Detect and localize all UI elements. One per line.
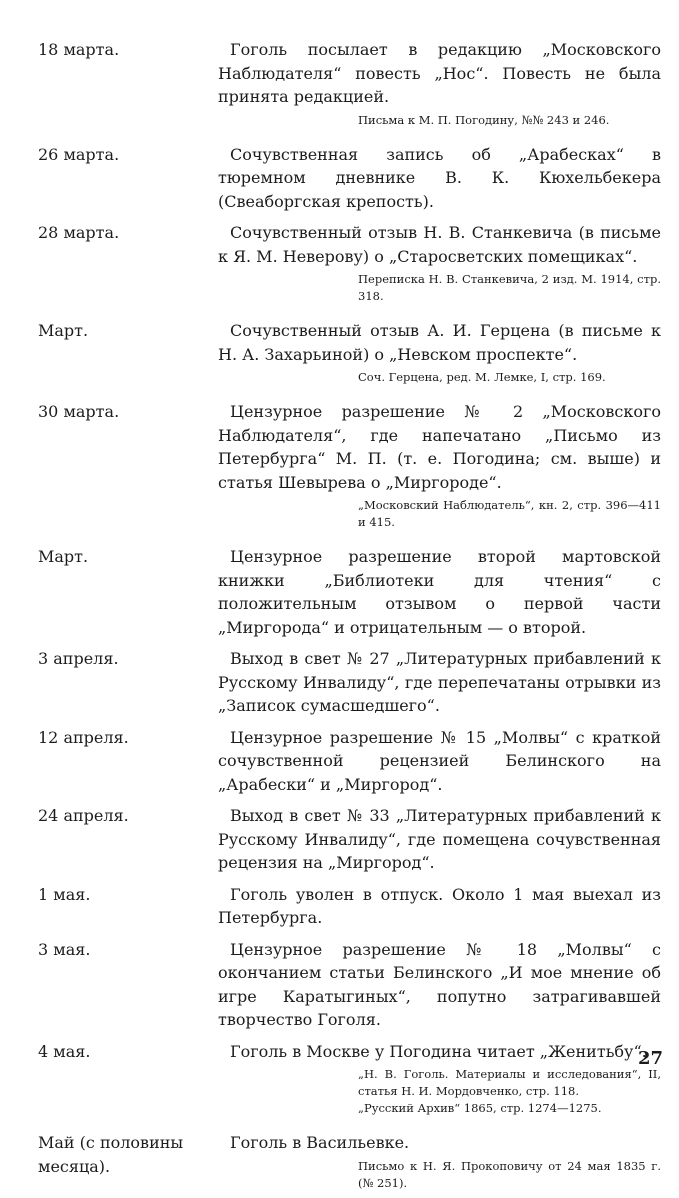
- entry-source: [218, 1066, 661, 1117]
- source-line: Соч. Герцена, ред. М. Лемке, I, стр. 169.: [358, 370, 606, 384]
- chronology-entry: [38, 38, 661, 135]
- entry-text: Цензурное разрешение № 18 „Молвы“ с окончанием статьи Белинского „И мое мнение об игре Каратыгиных“, попутно затрагивавшей творчество Гоголя.: [218, 939, 661, 1029]
- entry-text: Сочувственный отзыв Н. В. Станкевича (в письме к Я. М. Неверову) о „Старосветских помещиках“.: [218, 223, 661, 266]
- entry-text: Гоголь в Москве у Погодина читает „Женитьбу“.: [230, 1041, 647, 1061]
- chronology-entry: [38, 647, 661, 718]
- entry-source: [218, 497, 661, 531]
- entry-text: Сочувственная запись об „Арабесках“ в тюремном дневнике В. К. Кюхельбекера (Свеаборгская крепость).: [218, 144, 661, 211]
- entry-text: Выход в свет № 27 „Литературных прибавлений к Русскому Инвалиду“, где перепечатаны отрывки из „Записок сумасшедшего“.: [218, 649, 661, 715]
- source-line: Письмо к Н. Я. Прокоповичу от 24 мая 1835 г. (№ 251).: [358, 1158, 661, 1190]
- entry-content: [218, 1040, 661, 1124]
- entry-date: 3 апреля.: [38, 649, 119, 668]
- entry-date: Март.: [38, 547, 89, 566]
- entry-content: [218, 400, 661, 537]
- entry-content: [218, 726, 661, 797]
- entry-date: Май (с половины месяца).: [38, 1133, 184, 1176]
- chronology-entry: [38, 883, 661, 930]
- entry-date: 4 мая.: [38, 1041, 91, 1061]
- source-line: Переписка Н. В. Станкевича, 2 изд. М. 1914, стр. 318.: [358, 272, 661, 303]
- source-line: „Русский Архив“ 1865, стр. 1274—1275.: [358, 1101, 602, 1115]
- entry-text: Выход в свет № 33 „Литературных прибавлений к Русскому Инвалиду“, где помещена сочувственная рецензия на „Миргород“.: [218, 806, 661, 872]
- chronology-entry: [38, 545, 661, 639]
- entry-date: 1 мая.: [38, 884, 91, 904]
- entry-date: 30 марта.: [38, 402, 120, 421]
- chronology-entry: [38, 938, 661, 1032]
- entry-date: 26 марта.: [38, 144, 120, 164]
- chronology-entry: [38, 1131, 661, 1198]
- chronology-entry: [38, 804, 661, 875]
- entry-text: Сочувственный отзыв А. И. Герцена (в письме к Н. А. Захарьиной) о „Невском проспекте“.: [218, 321, 661, 364]
- entry-content: [218, 221, 661, 311]
- entry-content: [218, 938, 661, 1032]
- entry-date: Март.: [38, 321, 89, 340]
- page-number: 27: [637, 1048, 663, 1069]
- chronology-entry: [38, 143, 661, 214]
- entry-content: [218, 545, 661, 639]
- entry-source: [218, 369, 661, 386]
- chronology-entry: [38, 400, 661, 537]
- entry-content: [218, 143, 661, 214]
- entry-date: 24 апреля.: [38, 806, 129, 825]
- entry-text: Цензурное разрешение второй мартовской книжки „Библиотеки для чтения“ с положительным отзывом о первой части „Миргорода“ и отрицательным — о второй.: [218, 547, 661, 637]
- chronology-entry: [38, 221, 661, 311]
- entry-source: [218, 112, 661, 129]
- entry-content: [218, 319, 661, 392]
- entry-content: [218, 647, 661, 718]
- entry-content: [218, 804, 661, 875]
- entry-content: [218, 38, 661, 135]
- entry-source: [218, 271, 661, 305]
- entry-text: Гоголь уволен в отпуск. Около 1 мая выехал из Петербурга.: [218, 884, 661, 927]
- chronology-entry: [38, 726, 661, 797]
- source-line: Письма к М. П. Погодину, №№ 243 и 246.: [358, 112, 610, 127]
- entry-text: Гоголь в Васильевке.: [230, 1133, 410, 1152]
- entry-date: 12 апреля.: [38, 727, 129, 747]
- chronology-entry: [38, 319, 661, 392]
- entry-content: [218, 883, 661, 930]
- entry-source: [218, 1158, 661, 1192]
- entry-date: 3 мая.: [38, 939, 91, 959]
- source-line: „Н. В. Гоголь. Материалы и исследования“, II, статья Н. И. Мордовченко, стр. 118.: [358, 1067, 661, 1098]
- chronology-list: [38, 38, 661, 1198]
- entry-date: 28 марта.: [38, 223, 120, 242]
- entry-date: 18 марта.: [38, 40, 120, 59]
- source-line: „Московский Наблюдатель“, кн. 2, стр. 396—411 и 415.: [358, 498, 661, 529]
- entry-text: Цензурное разрешение № 2 „Московского Наблюдателя“, где напечатано „Письмо из Петербурга“ М. П. (т. е. Погодина; см. выше) и статья Шевырева о „Миргороде“.: [218, 402, 661, 492]
- chronology-entry: [38, 1040, 661, 1124]
- entry-text: Цензурное разрешение № 15 „Молвы“ с краткой сочувственной рецензией Белинского на „Арабески“ и „Миргород“.: [218, 727, 661, 794]
- entry-text: Гоголь посылает в редакцию „Московского Наблюдателя“ повесть „Нос“. Повесть не была принята редакцией.: [218, 40, 661, 106]
- entry-content: [218, 1131, 661, 1198]
